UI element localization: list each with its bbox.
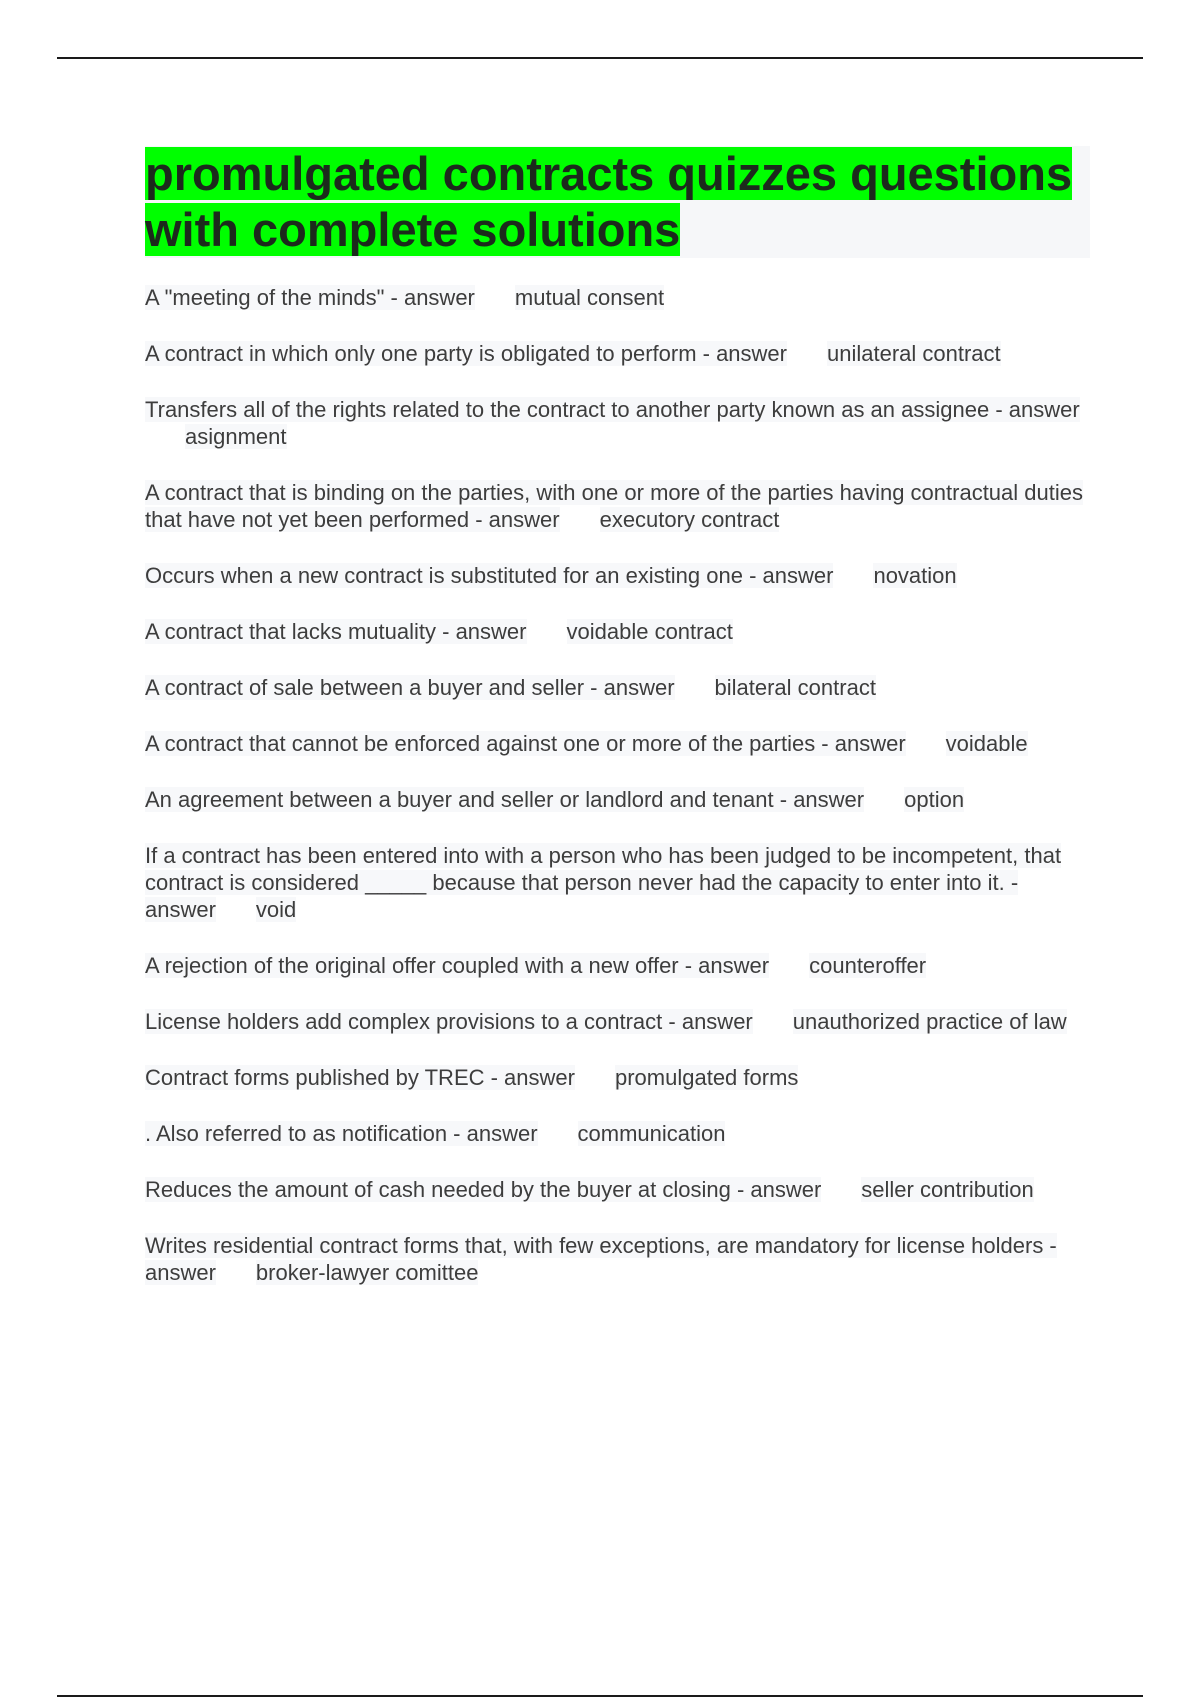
question-text: A contract that lacks mutuality - answer	[145, 619, 527, 644]
answer-text: broker-lawyer comittee	[255, 1260, 479, 1285]
qa-item	[145, 842, 1090, 923]
qa-item	[145, 479, 1090, 533]
document-body	[145, 146, 1090, 1315]
qa-item	[145, 786, 1090, 813]
question-text: An agreement between a buyer and seller or landlord and tenant - answer	[145, 787, 865, 812]
qa-item	[145, 1232, 1090, 1286]
answer-text: seller contribution	[861, 1177, 1034, 1202]
question-text: Occurs when a new contract is substituted for an existing one - answer	[145, 563, 834, 588]
answer-text: voidable	[945, 731, 1028, 756]
answer-text: novation	[873, 563, 957, 588]
qa-item	[145, 730, 1090, 757]
answer-text: bilateral contract	[714, 675, 876, 700]
qa-item	[145, 1008, 1090, 1035]
title-highlight: promulgated contracts quizzes questions with complete solutions	[145, 147, 1073, 256]
question-text: License holders add complex provisions to a contract - answer	[145, 1009, 753, 1034]
qa-item	[145, 1176, 1090, 1203]
question-text: . Also referred to as notification - answer	[145, 1121, 538, 1146]
question-text: A rejection of the original offer coupled with a new offer - answer	[145, 953, 770, 978]
answer-text: counteroffer	[809, 953, 927, 978]
bottom-rule	[57, 1695, 1143, 1697]
answer-text: asignment	[185, 424, 287, 449]
answer-text: unilateral contract	[827, 341, 1001, 366]
qa-item	[145, 562, 1090, 589]
top-rule	[57, 57, 1143, 59]
qa-item	[145, 952, 1090, 979]
question-text: A contract that is binding on the parties, with one or more of the parties having contractual duties that have not yet been performed - answer	[145, 480, 1083, 532]
question-text: Writes residential contract forms that, with few exceptions, are mandatory for license holders - answer	[145, 1233, 1057, 1285]
qa-list	[145, 284, 1090, 1286]
answer-text: option	[904, 787, 965, 812]
question-text: A contract in which only one party is obligated to perform - answer	[145, 341, 787, 366]
page-title	[145, 146, 1090, 258]
answer-text: voidable contract	[566, 619, 733, 644]
answer-text: executory contract	[599, 507, 780, 532]
question-text: Contract forms published by TREC - answer	[145, 1065, 575, 1090]
qa-item	[145, 674, 1090, 701]
qa-item	[145, 1120, 1090, 1147]
qa-item	[145, 1064, 1090, 1091]
answer-text: mutual consent	[514, 285, 665, 310]
question-text: If a contract has been entered into with a person who has been judged to be incompetent, that contract is considered _____ because that person never had the capacity to enter into it. - answer	[145, 843, 1062, 922]
qa-item	[145, 396, 1090, 450]
answer-text: void	[255, 897, 297, 922]
title-block	[145, 146, 1090, 258]
qa-item	[145, 618, 1090, 645]
answer-text: promulgated forms	[614, 1065, 799, 1090]
question-text: A contract of sale between a buyer and seller - answer	[145, 675, 675, 700]
question-text: A "meeting of the minds" - answer	[145, 285, 475, 310]
answer-text: unauthorized practice of law	[792, 1009, 1067, 1034]
question-text: Transfers all of the rights related to the contract to another party known as an assignee - answer	[145, 397, 1080, 422]
question-text: Reduces the amount of cash needed by the buyer at closing - answer	[145, 1177, 822, 1202]
qa-item	[145, 284, 1090, 311]
answer-text: communication	[577, 1121, 726, 1146]
question-text: A contract that cannot be enforced against one or more of the parties - answer	[145, 731, 906, 756]
qa-item	[145, 340, 1090, 367]
